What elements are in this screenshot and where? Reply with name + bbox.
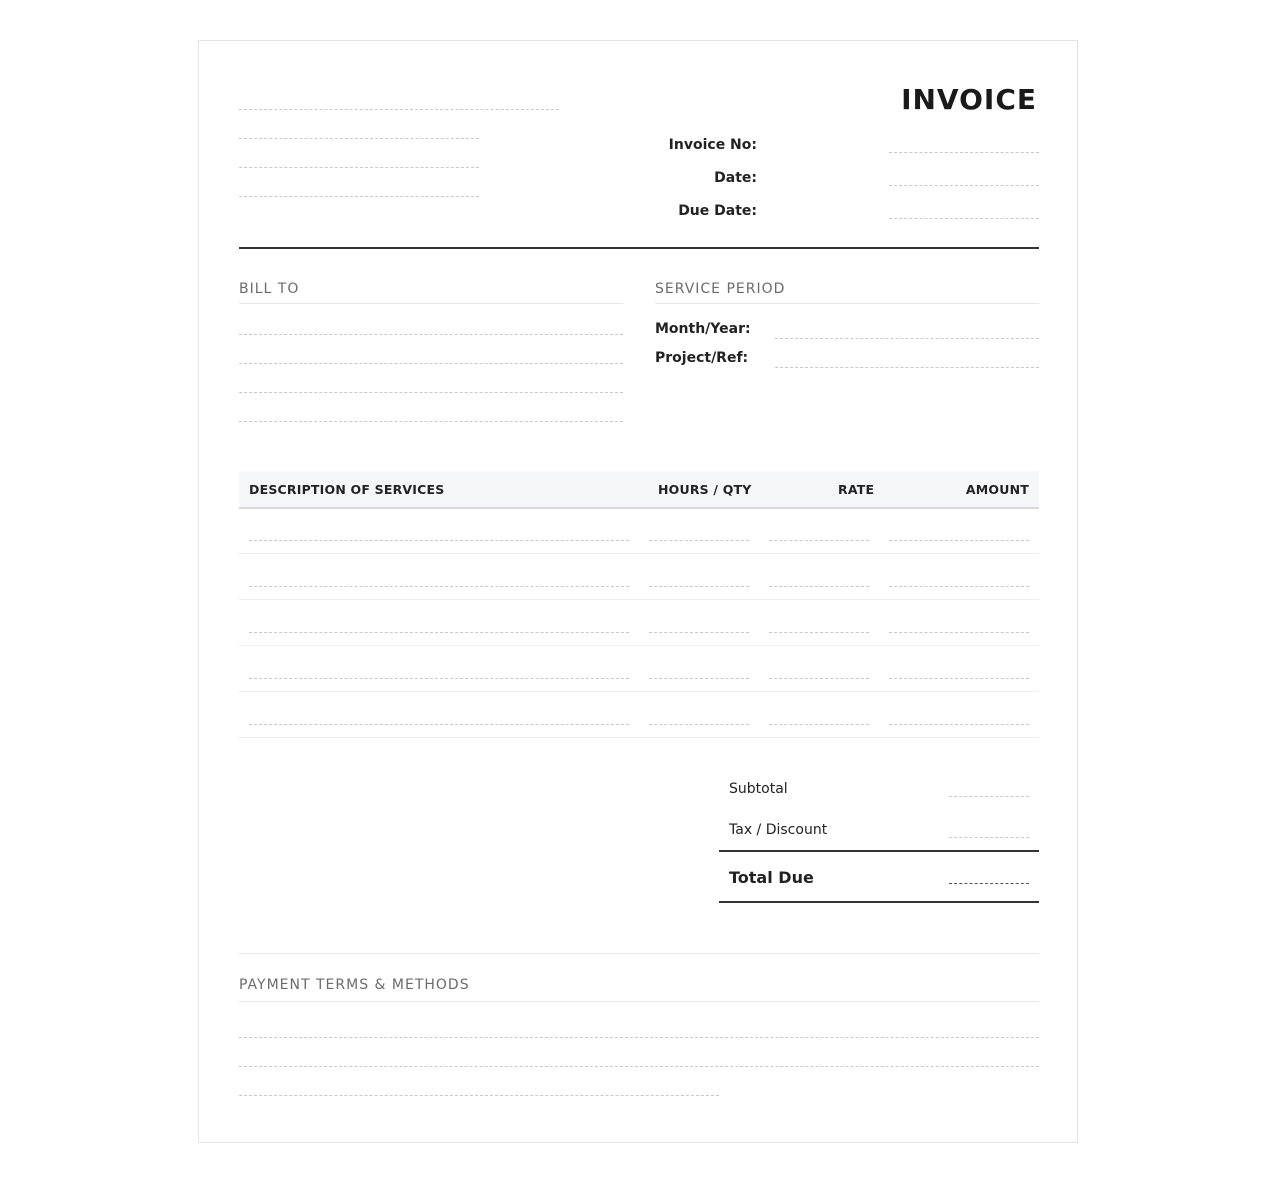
row-5-description[interactable] <box>249 724 629 725</box>
row-2-separator <box>239 599 1039 600</box>
bill-to-title: BILL TO <box>239 281 300 297</box>
tax-discount-label: Tax / Discount <box>729 822 828 838</box>
column-description: DESCRIPTION OF SERVICES <box>249 482 445 497</box>
row-2-amount[interactable] <box>889 586 1029 587</box>
payment-line-1[interactable] <box>239 1037 1039 1038</box>
services-table-header <box>239 471 1039 509</box>
tax-discount-field[interactable] <box>949 837 1029 838</box>
payment-underline <box>239 1001 1039 1002</box>
row-2-rate[interactable] <box>769 586 869 587</box>
total-due-field[interactable] <box>949 883 1029 884</box>
invoice-title: INVOICE <box>901 83 1037 116</box>
service-period-title: SERVICE PERIOD <box>655 281 786 297</box>
payment-line-3[interactable] <box>239 1095 719 1096</box>
row-4-description[interactable] <box>249 678 629 679</box>
bill-to-line-4[interactable] <box>239 421 623 422</box>
total-bottom-border <box>719 901 1039 903</box>
row-4-amount[interactable] <box>889 678 1029 679</box>
row-1-hours[interactable] <box>649 540 749 541</box>
total-due-label: Total Due <box>729 868 814 887</box>
row-3-amount[interactable] <box>889 632 1029 633</box>
invoice-no-field[interactable] <box>889 152 1039 153</box>
project-ref-field[interactable] <box>775 367 1039 368</box>
subtotal-field[interactable] <box>949 796 1029 797</box>
sender-name-line[interactable] <box>239 109 559 110</box>
sender-city-line[interactable] <box>239 167 479 168</box>
invoice-sheet <box>198 40 1078 1143</box>
project-ref-label: Project/Ref: <box>655 350 749 366</box>
row-3-hours[interactable] <box>649 632 749 633</box>
payment-divider <box>239 953 1039 954</box>
date-field[interactable] <box>889 185 1039 186</box>
row-4-hours[interactable] <box>649 678 749 679</box>
total-top-border <box>719 850 1039 852</box>
sender-address-line[interactable] <box>239 138 479 139</box>
month-year-label: Month/Year: <box>655 321 751 337</box>
bill-to-line-1[interactable] <box>239 334 623 335</box>
column-rate: RATE <box>838 482 875 497</box>
row-3-rate[interactable] <box>769 632 869 633</box>
row-3-separator <box>239 645 1039 646</box>
row-2-hours[interactable] <box>649 586 749 587</box>
subtotal-label: Subtotal <box>729 781 788 797</box>
month-year-field[interactable] <box>775 338 1039 339</box>
due-date-label: Due Date: <box>678 203 757 219</box>
column-hours-qty: HOURS / QTY <box>658 482 752 497</box>
row-2-description[interactable] <box>249 586 629 587</box>
row-5-hours[interactable] <box>649 724 749 725</box>
payment-terms-title: PAYMENT TERMS & METHODS <box>239 977 470 993</box>
header-divider <box>239 247 1039 249</box>
row-4-rate[interactable] <box>769 678 869 679</box>
row-5-separator <box>239 737 1039 738</box>
column-amount: AMOUNT <box>965 482 1029 497</box>
bill-to-underline <box>239 303 623 304</box>
row-5-amount[interactable] <box>889 724 1029 725</box>
row-1-description[interactable] <box>249 540 629 541</box>
payment-line-2[interactable] <box>239 1066 1039 1067</box>
row-1-separator <box>239 553 1039 554</box>
row-5-rate[interactable] <box>769 724 869 725</box>
sender-contact-line[interactable] <box>239 196 479 197</box>
row-1-rate[interactable] <box>769 540 869 541</box>
row-4-separator <box>239 691 1039 692</box>
date-label: Date: <box>714 170 757 186</box>
row-1-amount[interactable] <box>889 540 1029 541</box>
service-period-underline <box>655 303 1039 304</box>
invoice-no-label: Invoice No: <box>668 137 757 153</box>
bill-to-line-3[interactable] <box>239 392 623 393</box>
bill-to-line-2[interactable] <box>239 363 623 364</box>
due-date-field[interactable] <box>889 218 1039 219</box>
row-3-description[interactable] <box>249 632 629 633</box>
